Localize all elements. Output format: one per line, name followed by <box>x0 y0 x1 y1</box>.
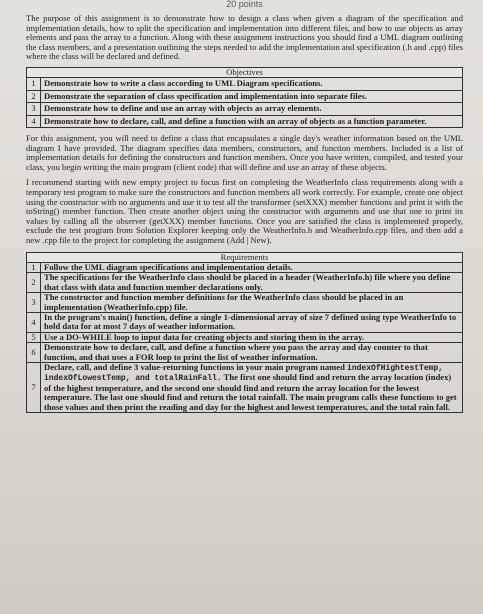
requirement-text: Use a DO-WHILE loop to input data for creating objects and storing them in the array. <box>41 332 463 342</box>
requirement-number: 7 <box>27 363 41 413</box>
requirement-row <box>27 262 463 272</box>
requirement-number: 2 <box>27 273 41 293</box>
requirement-text <box>41 363 463 413</box>
requirement-row <box>27 343 463 363</box>
requirement-number: 4 <box>27 312 41 332</box>
requirement-row <box>27 332 463 342</box>
intro-paragraph: The purpose of this assignment is to demonstrate how to design a class when given a diagram of the specification and implementation details, how to split the specification and implementation into different files, and how to use objects as array elements and pass the array to a function. Along with these assignment instructions you should find a UML diagram outlining the class members, and a presentation outlining the steps needed to add the implementation and specification (.h and .cpp) files where the class will be declared and defined. <box>26 13 463 62</box>
requirement-text: The constructor and function member definitions for the WeatherInfo class should be placed in an implementation (WeatherInfo.cpp) file. <box>41 293 463 313</box>
requirements-table <box>26 252 463 414</box>
requirement-row <box>27 312 463 332</box>
objective-row <box>27 90 463 102</box>
requirement-number: 1 <box>27 262 41 272</box>
requirement-row <box>27 363 463 413</box>
objective-text: Demonstrate how to declare, call, and define a function with an array of objects as a function parameter. <box>41 115 463 127</box>
objective-number: 4 <box>27 115 41 127</box>
objective-text: Demonstrate how to write a class according to UML Diagram specifications. <box>41 78 463 90</box>
objective-row <box>27 115 463 127</box>
requirement-number: 5 <box>27 332 41 342</box>
requirement-text: In the program's main() function, define a single 1-dimensional array of size 7 defined using type WeatherInfo to hold data for at most 7 days of weather information. <box>41 312 463 332</box>
requirement-number: 3 <box>27 293 41 313</box>
requirement-number: 6 <box>27 343 41 363</box>
requirement-text: The specifications for the WeatherInfo class should be placed in a header (WeatherInfo.h) file where you define that class with data and function member declarations only. <box>41 273 463 293</box>
objective-row <box>27 78 463 90</box>
requirement-text: Demonstrate how to declare, call, and define a function where you pass the array and day counter to that function, and that uses a FOR loop to print the list of weather information. <box>41 343 463 363</box>
requirement-7-text-a: Declare, call, and define 3 value-returning functions in your main program named <box>44 362 345 372</box>
objectives-table <box>26 67 463 128</box>
requirement-row <box>27 293 463 313</box>
assignment-overview-paragraph: For this assignment, you will need to define a class that encapsulates a single day's weather information based on the UML diagram I have provided. The diagram specifies data members, constructors, and function members. Included is a list of implementation details for defining the constructors and function members. Once you have written, compiled, and tested your class, you begin writing the main program (client code) that will define and use an array of these objects. <box>26 133 463 172</box>
objective-row <box>27 103 463 115</box>
requirement-text: Follow the UML diagram specifications and implementation details. <box>41 262 463 272</box>
requirements-header: Requirements <box>27 252 463 262</box>
points-label: 20 points <box>226 0 263 9</box>
requirement-row <box>27 273 463 293</box>
objectives-header: Objectives <box>27 67 463 77</box>
recommendation-paragraph: I recommend starting with new empty project to focus first on completing the WeatherInfo class requirements along with a temporary test program to make sure the constructors and function members all work correctly. For example, create one object using the constructor with no arguments and use it to test all the transformer (setXXX) member functions and print it with the toString() member function. Then create another object using the constructor with arguments and use that one to print its values by calling all the observer (getXXX) member functions. Once you are satisfied the class is implemented properly, exclude the test program from Solution Explorer keeping only the WeatherInfo.h and WeatherInfo.cpp files, and then add a new .cpp file to the project for completing the assignment (Add | New). <box>26 177 463 245</box>
objective-text: Demonstrate how to define and use an array with objects as array elements. <box>41 103 463 115</box>
objective-number: 3 <box>27 103 41 115</box>
objective-text: Demonstrate the separation of class specification and implementation into separate files. <box>41 90 463 102</box>
requirement-7-text-b: The first one should find and return the array location (index) of the highest temperature, and the second one should find and return the array location for the lowest temperature. The last one should find and return the total rainfall. The main program calls these functions to get those values and then print the reading and day for the highest and lowest temperatures, and the total rain fall. <box>44 372 457 412</box>
requirement-7-function-names: indexOfHightestTemp, indexOfLowestTemp, and totalRainFall. <box>44 364 444 384</box>
objective-number: 2 <box>27 90 41 102</box>
objective-number: 1 <box>27 78 41 90</box>
